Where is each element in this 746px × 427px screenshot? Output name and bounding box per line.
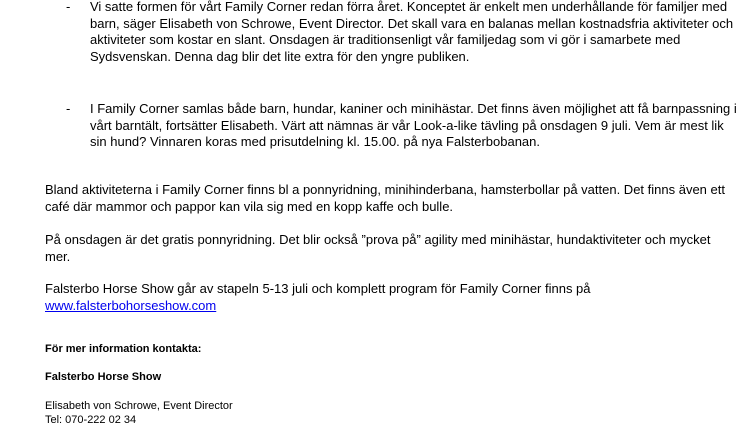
paragraph-wednesday: På onsdagen är det gratis ponnyridning. Det blir också ”prova på” agility med minihästar, hundaktiviteter och mycket mer. [45, 232, 711, 264]
bullet-item [66, 0, 742, 65]
bullet-text: I Family Corner samlas både barn, hundar, kaniner och minihästar. Det finns även möjlighet att få barnpassning i vårt barntält, fortsätter Elisabeth. Värt att nämnas är vår Look-a-like tävling på onsdagen 9 juli. Vem är mest lik sin hund? Vinnaren koras med prisutdelning kl. 15.00. på nya Falsterbobanan. [90, 101, 737, 149]
paragraph-program-text: Falsterbo Horse Show går av stapeln 5-13 juli och komplett program för Family Corner finns på [45, 281, 591, 296]
bullet-dash: - [66, 101, 71, 116]
paragraph-program [45, 280, 735, 314]
contact-heading: För mer information kontakta: [45, 343, 202, 355]
paragraph-activities: Bland aktiviteterna i Family Corner finns bl a ponnyridning, minihinderbana, hamsterbollar på vatten. Det finns även ett café där mammor och pappor kan vila sig med en kopp kaffe och bulle. [45, 182, 725, 214]
bullet-item [66, 101, 742, 151]
contact-person: Elisabeth von Schrowe, Event Director [45, 400, 233, 412]
bullet-text: Vi satte formen för vårt Family Corner redan förra året. Konceptet är enkelt men underhållande för familjer med barn, säger Elisabeth von Schrowe, Event Director. Det skall vara en balanas mellan kostnadsfria aktiviteter och aktiviteter som kostar en slant. Onsdagen är traditionsenligt vår familjedag som vi gör i samarbete med Sydsvenskan. Denna dag blir det lite extra för den yngre publiken. [90, 0, 734, 64]
website-link[interactable]: www.falsterbohorseshow.com [45, 298, 217, 313]
contact-phone: Tel: 070-222 02 34 [45, 414, 137, 426]
organization-name: Falsterbo Horse Show [45, 371, 162, 383]
bullet-dash: - [66, 0, 71, 14]
